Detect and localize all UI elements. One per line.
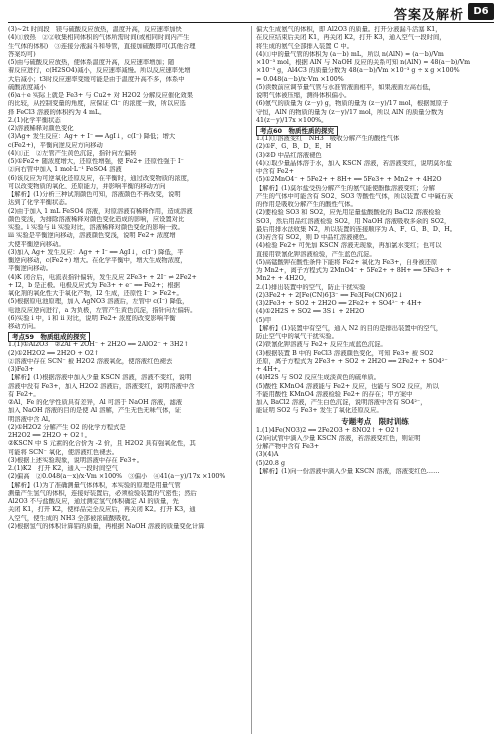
text-line: (2)①H2O2 分解产生 O2 的化学方程式是 [8,423,126,431]
text-line: (3)Ag+ 发生反应：Ag+ + I⁻ ══ AgI↓，c(I⁻) 降低；增大 [8,133,176,141]
text-line: 产生的气体中可能含有 SO2、SO3 等酸性气体，所以装置 C 中碱石灰 [256,192,454,200]
text-line: ②KSCN 中 S 元素的化合价为 -2 价，且 H2O2 具有强氧化性，其 [8,440,196,448]
text-line: 【解析】(1)为了准确测量气体体积，本实验的原理是用量气管 [8,481,181,489]
text-line: (4)②取少量晶体溶于水，加入 KSCN 溶液，若溶液变红，说明莫尔盐 [256,159,452,167]
text-line: 1.(1)①溶液变红 NH3 吸收分解产生的酸性气体 [256,135,400,142]
header-title: 答案及解析 [393,8,464,23]
text-line: 颜色变浅，为排除溶液稀释对颜色变化造成的影响，应设置对比 [8,215,185,223]
text-line: 可能将 SCN⁻ 氧化，使溶液红色褪去。 [8,448,119,456]
text-line: (2)①F、G、B、D、E、H [256,143,332,151]
text-line: 为 Mn2+，离子方程式为 2MnO4⁻ + 5Fe2+ + 8H+ ══ 5Fe3+ + [256,267,452,274]
section-heading-row [256,125,494,135]
text-line: 达到了化学平衡状态。 [8,199,71,207]
text-line: 电池反应逆向进行，a 为负极，左管产生黄色沉淀，指针向左偏转。 [8,306,197,314]
text-line: 平衡逆向移动。 [8,265,53,273]
text-line: (5)甲 [256,316,272,324]
text-line: (6)氨气的质量为 (z－y) g，物质的量为 (z－y)/17 mol，根据氮原子 [256,100,449,108]
text-line: Al2O3 不与盐酸反应，通过测定氢气体积确定 Al 的质量，先 [8,498,179,505]
header-badge: D6 [468,3,494,20]
text-line: 41(z－y)/17x ×100%。 [256,116,328,124]
header-rule [8,22,494,23]
text-line: 答案均可) [8,50,36,58]
text-line: (3)~2t 时间段 镁与硫酸反应放热，温度升高，反应速率加快 [8,26,182,33]
page-header [0,0,500,24]
text-line: (3)Fe3+ [8,366,34,373]
text-line: = 0.048(a－b)/x·Vm ×100% [256,75,344,83]
text-line: (2)溶液稀释对颜色变化 [8,125,74,132]
text-line: 择 FeCl3 溶液的体积约为 4 mL。 [8,108,106,116]
text-line: 中含有 Fe2+ [256,168,294,175]
text-line: (2)要检验 SO3 和 SO2，应先用足量盐酸酸化的 BaCl2 溶液检验 [256,209,441,217]
text-line: (4)①放热 ②②收集相同体积的气体所需时间(或相同时间内产生 [8,34,190,42]
text-line: 说明气体被压缩，测得体积偏小。 [256,92,351,99]
text-line: (2)由于加入 1 mL FeSO4 溶液，对原溶液有稀释作用，造成溶液 [8,207,193,215]
text-line: 加入 BaCl2 溶液，产生白色沉淀，说明溶液中含有 SO4²⁻， [256,399,427,406]
text-line: 1.(1)4Fe(NO3)2 ══ 2Fe2O3 + 8NO2↑ + O2↑ [256,426,400,434]
text-line: (2)铁氰化钾溶液与 Fe2+ 反应生成蓝色沉淀。 [256,341,387,349]
text-line: 有 Fe2+。 [8,390,40,398]
text-line: 防止空气中的氧气干扰实验。 [256,333,338,340]
text-line: (6)实验 i 中，i 和 ii 对比，说明 Fe2+ 浓度的改变影响平衡 [8,314,176,322]
text-line: 【解析】(1)装置中有空气，通入 N2 的目的是排出装置中的空气， [256,324,443,332]
text-line: (3)②D 中品红溶液褪色 [256,151,322,159]
column-divider [251,26,252,734]
text-line: 加入 NaOH 溶液的目的是使 Al 溶解，产生无色无味气体，证 [8,407,182,415]
text-line: 实验。i 实验与 ii 实验对比，溶液稀释对颜色变化的影响一致。 [8,224,184,231]
text-line: 能证明 SO2 与 Fe3+ 发生了氧化还原反应。 [256,407,383,415]
text-line: (3)加入 Ag+ 发生反应：Ag+ + I⁻ ══ AgI↓，c(I⁻) 降低，平 [8,248,184,256]
text-line: 2.(1)排出装置中的空气，防止干扰实验 [256,283,366,291]
text-line: (2)根据氢气的体积计算铝的质量，再根据 NaOH 溶液的质量变化计算 [8,522,205,530]
text-line: (2)①2H2O2 ══ 2H2O + O2↑ [8,349,100,357]
text-line: SO3，然后用品红溶液检验 SO2，用 NaOH 溶液吸收多余的 SO2， [256,217,451,225]
text-line: + 4H+。 [256,366,285,373]
text-line: 大后减小；t3时反应速率变缓可能是由于温度升高不多，体系中 [8,75,185,83]
text-line: (3)(4)A [256,451,279,459]
text-line: 2.(1)化学平衡状态 [8,116,61,124]
text-line: 生气体的体积) ③连接分液漏斗和导管，直接加硫酸即可(其他合理 [8,42,196,50]
text-line: 2.(1)K2 打开 K2，通入一段时间空气 [8,465,118,472]
text-line: 溶液中没有 Fe3+，加入 H2O2 溶液后，溶液变红，说明溶液中含 [8,382,195,390]
text-line: (4)K 闭合后，电流表指针偏转，发生反应 2Fe3+ + 2I⁻ ⇌ 2Fe2+ [8,273,197,281]
text-line: (3)根据装置 B 中的 FeCl3 溶液颜色变化，可知 Fe3+ 被 SO2 [256,349,434,357]
text-line: 分解产物中含有 Fe3+ [256,443,320,450]
text-line: 【解析】(1)向一份溶液中滴入少量 KSCN 溶液，溶液变红色…… [256,467,440,475]
text-line: 【解析】(1)根据溶液中加入少量 KSCN 溶液，溶液不变红，说明 [8,374,192,382]
text-line: (2)向试管中滴入少量 KSCN 溶液，若溶液变红色，则证明 [256,434,421,442]
text-line: (2)偏高 ②0.048(a－x)/x·Vm ×100% ③偏小 ④41(a－y)/17x ×100% [8,473,226,481]
text-line: (4)①正 ②左管产生黄色沉淀，指针向左偏转 [8,149,137,157]
text-line: (5)高锰酸钾在酸性条件下能将 Fe2+ 氧化为 Fe3+，自身被还原 [256,258,438,266]
text-line: (4)H2S 与 SO2 反应生成淡黄色的硫单质。 [256,374,381,382]
text-line: 明溶液中含 Al。 [8,415,55,423]
section-heading-row [8,331,248,341]
text-line: 氧化剂的氧化性大于氧化产物，I2 生成，还原性 I⁻ > Fe2+。 [8,290,183,297]
section-heading: 考点59 物质组成的探究 [8,332,90,342]
text-line: 不能用酸性 KMnO4 溶液检验 Fe2+ 的存在；甲方案中 [256,390,413,398]
text-line: 【解析】(1)莫尔盐受热分解产生的氨气能使酚酞溶液变红；分解 [256,184,435,192]
text-line: ×10⁻³ g，Al4C3 的质量分数为 48(a－b)/Vm ×10⁻³ g ÷ x g ×100% [256,67,460,75]
text-line: 在反应结束后关闭 K1，再关闭 K2，打开 K3，通入空气一段时间， [256,34,446,42]
text-line: 关闭 K1，打开 K2，使样品完全反应后，再关闭 K2。打开 K3，通 [8,506,196,514]
text-line: 的作用是吸收分解产生的酸性气体。 [256,201,357,208]
text-line: 的比较，从控制变量的角度，应保证 Cl⁻ 的浓度一致，所以应选 [8,100,186,108]
text-line: + I2，b 是正极。电极反应式为 Fe3+ + e⁻ ══ Fe2+；根据 [8,281,180,289]
right-column [256,26,494,736]
text-line: 偏大生成氨气的体积，即 Al2O3 的质量。打开分液漏斗活塞 K1， [256,26,442,33]
text-line: ②溶液中存在 SCN⁻ 被 H2O2 溶液氧化，使溶液红色褪去 [8,357,173,365]
text-line: ②Al、Fe 的化学性质具有差异，Al 可溶于 NaOH 溶液，滤液 [8,399,183,406]
text-line: (6)该反应为可逆氧化还原反应，在平衡时，通过改变物质的浓度， [8,174,194,182]
text-line: 测量产生氢气的体积，连接好装置后，必须检验装置的气密性；然后 [8,489,197,497]
text-line: (3)若含有 SO2，则 D 中品红溶液褪色。 [256,234,372,241]
text-line: 大使平衡逆向移动。 [8,240,65,248]
text-line: (5)读数前应调节量气管与水准管液面相平，如果液面左高右低， [256,83,435,91]
text-line: 最后用排水法收集 N2，所以装置的连接顺序为 A、F、G、B、D、H。 [256,225,457,233]
text-line: (4)①中的量气管的体积为 (a－b) mL，所以 n(AlN) = (a－b)/Vm [256,50,444,58]
section-heading: 考点60 物质性质的探究 [256,126,338,136]
text-line: (5)①2MnO4⁻ + 5Fe2+ + 8H+ ══ 5Fe3+ + Mn2+ + 4H2O [256,176,442,184]
text-line: 着反应进行，c(H2SO4)减小，反应速率减慢。所以反应速率先增 [8,67,191,75]
text-line: 【解析】(1)分析三种试剂颜色可知，溶液颜色不再改变，说明 [8,191,181,198]
text-line: Mn2+ + 4H2O。 [256,275,311,283]
text-line: 可以改变物质的氧化、还原能力，并影响平衡的移动方向 [8,182,166,190]
text-line: 守恒，AlN 的物质的量为 (z－y)/17 mol，所以 AlN 的质量分数为 [256,108,444,116]
text-line: 还原，离子方程式为 2Fe3+ + SO2 + 2H2O ══ 2Fe2+ + SO4²⁻ [256,357,448,365]
left-column [8,26,248,736]
text-line: (2)3Fe2+ + 2[Fe(CN)6]3⁻ ══ Fe3[Fe(CN)6]2↓ [256,291,404,299]
text-line: (5)根据原电池原理，加入 AgNO3 溶液后，左管中 c(I⁻) 降低， [8,298,189,306]
text-line: (3)2Fe3+ + SO2 + 2H2O ══ 2Fe2+ + SO4²⁻ + 4H+ [256,300,422,307]
text-line: c(Fe2+)，平衡向逆反应方向移动 [8,141,103,149]
text-line: 移动方向。 [8,323,40,330]
text-line: ×10⁻³ mol，根据 AlN 与 NaOH 反应的关系可知 n(AlN) = 48(a－b)/Vm [256,59,471,66]
text-line: 衡逆向移动，c(Fe2+) 增大。在化学平衡中，增大生成物浓度， [8,257,187,264]
text-line: 直接用铁氰化钾溶液检验，产生蓝色沉淀。 [256,250,376,258]
text-line: ②向右管中加入 1 mol·L⁻¹ FeSO4 溶液 [8,166,122,174]
text-line: iii 实验是平衡逆向移动，溶液颜色变浅，说明 Fe2+ 浓度增 [8,232,176,240]
text-line: (4)①2H2S + SO2 ══ 3S↓ + 2H2O [256,308,365,316]
text-line: (4)检验 Fe2+ 可先加 KSCN 溶液无现象，再加氯水变红；也可以 [256,242,442,250]
text-line: (6)a＋e 实际上就是 Fe3+ 与 Cu2+ 对 H2O2 分解反应催化效果 [8,92,194,99]
text-line: (5)酸性 KMnO4 溶液能与 Fe2+ 反应，也能与 SO2 反应，所以 [256,382,439,390]
text-line: (5)20.8 g [256,459,285,467]
text-line: 2H2O2 ══ 2H2O + O2↑。 [8,432,91,439]
text-line: 将生成的氨气全部排入装置 C 中。 [256,42,353,50]
text-line: 硫酸浓度减小 [8,83,46,91]
chapter-heading: 专题考点 限时训练 [341,416,409,426]
text-line: (3)根据上述实验现象，说明溶液中存在 Fe3+。 [8,456,144,464]
text-line: (5)①Fe2+ 随浓度增大，还原性增强，使 Fe2+ 还原性强于 I⁻ [8,158,184,165]
text-line: (5)由与硫酸反应放热，使体系温度升高，反应速率增加；随 [8,59,175,66]
text-line: 1.(1)①Al2O3 ②2Al + 2OH⁻ + 2H2O ══ 2AlO2⁻ + 3H2↑ [8,341,189,349]
text-line: 入空气，使生成的 NH3 全部被浓硫酸吸收。 [8,514,135,522]
